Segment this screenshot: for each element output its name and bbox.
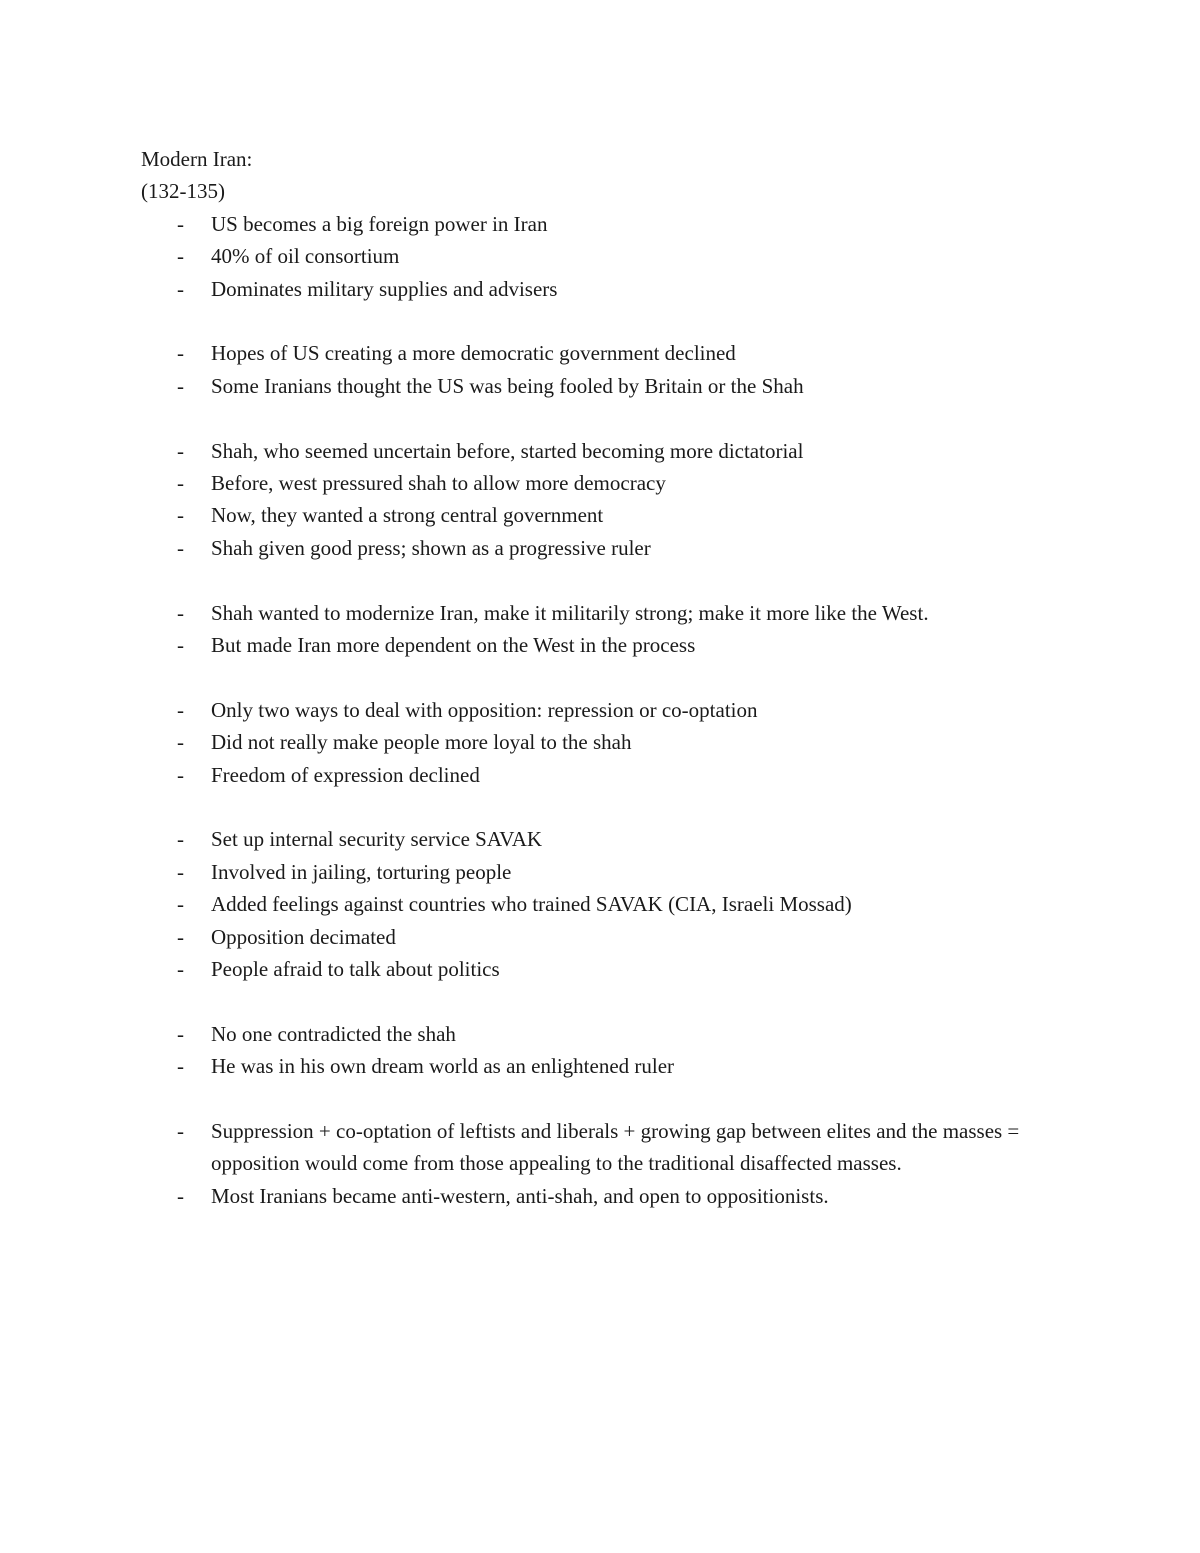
bullet-item	[141, 370, 1041, 402]
bullet-text: Only two ways to deal with opposition: repression or co-optation	[211, 697, 758, 722]
document-title: Modern Iran:	[141, 147, 253, 171]
bullet-text: Suppression + co-optation of leftists and liberals + growing gap between elites and the masses = opposition would come from those appealing to the traditional disaffected masses.	[211, 1119, 1020, 1176]
bullet-item	[141, 532, 1041, 564]
bullet-text: Shah, who seemed uncertain before, started becoming more dictatorial	[211, 438, 804, 463]
bullet-item	[141, 240, 1041, 272]
dash-bullet-icon: -	[177, 438, 184, 463]
bullet-item	[141, 1018, 1041, 1050]
bullet-text: He was in his own dream world as an enlightened ruler	[211, 1054, 675, 1079]
bullet-item	[141, 629, 1041, 661]
bullet-text: Shah given good press; shown as a progressive ruler	[211, 535, 651, 560]
bullet-item	[141, 597, 1041, 629]
bullet-text: Shah wanted to modernize Iran, make it militarily strong; make it more like the West.	[211, 600, 929, 625]
dash-bullet-icon: -	[177, 697, 184, 722]
bullet-text: Before, west pressured shah to allow more democracy	[211, 471, 666, 496]
bullet-group	[141, 208, 1041, 305]
bullet-item	[141, 1115, 1041, 1180]
bullet-text: No one contradicted the shah	[211, 1021, 456, 1046]
page-range: (132-135)	[141, 179, 225, 204]
dash-bullet-icon: -	[177, 730, 184, 755]
bullet-item	[141, 823, 1041, 855]
dash-bullet-icon: -	[177, 341, 184, 366]
bullet-text: Freedom of expression declined	[211, 762, 480, 787]
dash-bullet-icon: -	[177, 762, 184, 787]
bullet-text: But made Iran more dependent on the West in the process	[211, 633, 696, 658]
bullet-item	[141, 921, 1041, 953]
bullet-text: 40% of oil consortium	[211, 244, 400, 269]
bullet-group	[141, 1018, 1041, 1083]
bullet-text: Added feelings against countries who trained SAVAK (CIA, Israeli Mossad)	[211, 892, 852, 917]
bullet-item	[141, 1180, 1041, 1212]
dash-bullet-icon: -	[177, 373, 184, 398]
bullet-group	[141, 597, 1041, 662]
bullet-text: Opposition decimated	[211, 924, 396, 949]
bullet-item	[141, 499, 1041, 531]
bullet-group	[141, 1115, 1041, 1212]
dash-bullet-icon: -	[177, 503, 184, 528]
bullet-text: Did not really make people more loyal to the shah	[211, 730, 632, 755]
bullet-item	[141, 856, 1041, 888]
bullet-group	[141, 823, 1041, 985]
bullet-text: Involved in jailing, torturing people	[211, 859, 512, 884]
bullet-item	[141, 888, 1041, 920]
bullet-text: US becomes a big foreign power in Iran	[211, 211, 548, 236]
dash-bullet-icon: -	[177, 1119, 184, 1144]
dash-bullet-icon: -	[177, 957, 184, 982]
dash-bullet-icon: -	[177, 924, 184, 949]
bullet-text: Set up internal security service SAVAK	[211, 827, 543, 852]
dash-bullet-icon: -	[177, 1183, 184, 1208]
notes-body	[141, 143, 1041, 1212]
bullet-text: Most Iranians became anti-western, anti-shah, and open to oppositionists.	[211, 1183, 829, 1208]
dash-bullet-icon: -	[177, 471, 184, 496]
bullet-text: People afraid to talk about politics	[211, 957, 500, 982]
bullet-text: Now, they wanted a strong central government	[211, 503, 604, 528]
bullet-group	[141, 435, 1041, 565]
dash-bullet-icon: -	[177, 633, 184, 658]
bullet-item	[141, 337, 1041, 369]
bullet-item	[141, 726, 1041, 758]
bullet-text: Dominates military supplies and advisers	[211, 276, 558, 301]
dash-bullet-icon: -	[177, 244, 184, 269]
bullet-item	[141, 273, 1041, 305]
bullet-item	[141, 694, 1041, 726]
dash-bullet-icon: -	[177, 1021, 184, 1046]
dash-bullet-icon: -	[177, 211, 184, 236]
bullet-item	[141, 1050, 1041, 1082]
bullet-item	[141, 759, 1041, 791]
bullet-item	[141, 208, 1041, 240]
dash-bullet-icon: -	[177, 827, 184, 852]
bullet-text: Some Iranians thought the US was being fooled by Britain or the Shah	[211, 373, 804, 398]
bullet-item	[141, 467, 1041, 499]
bullet-group	[141, 337, 1041, 402]
bullet-groups	[141, 208, 1041, 1212]
dash-bullet-icon: -	[177, 859, 184, 884]
bullet-text: Hopes of US creating a more democratic government declined	[211, 341, 736, 366]
dash-bullet-icon: -	[177, 892, 184, 917]
bullet-group	[141, 694, 1041, 791]
dash-bullet-icon: -	[177, 535, 184, 560]
dash-bullet-icon: -	[177, 276, 184, 301]
dash-bullet-icon: -	[177, 600, 184, 625]
bullet-item	[141, 435, 1041, 467]
bullet-item	[141, 953, 1041, 985]
dash-bullet-icon: -	[177, 1054, 184, 1079]
